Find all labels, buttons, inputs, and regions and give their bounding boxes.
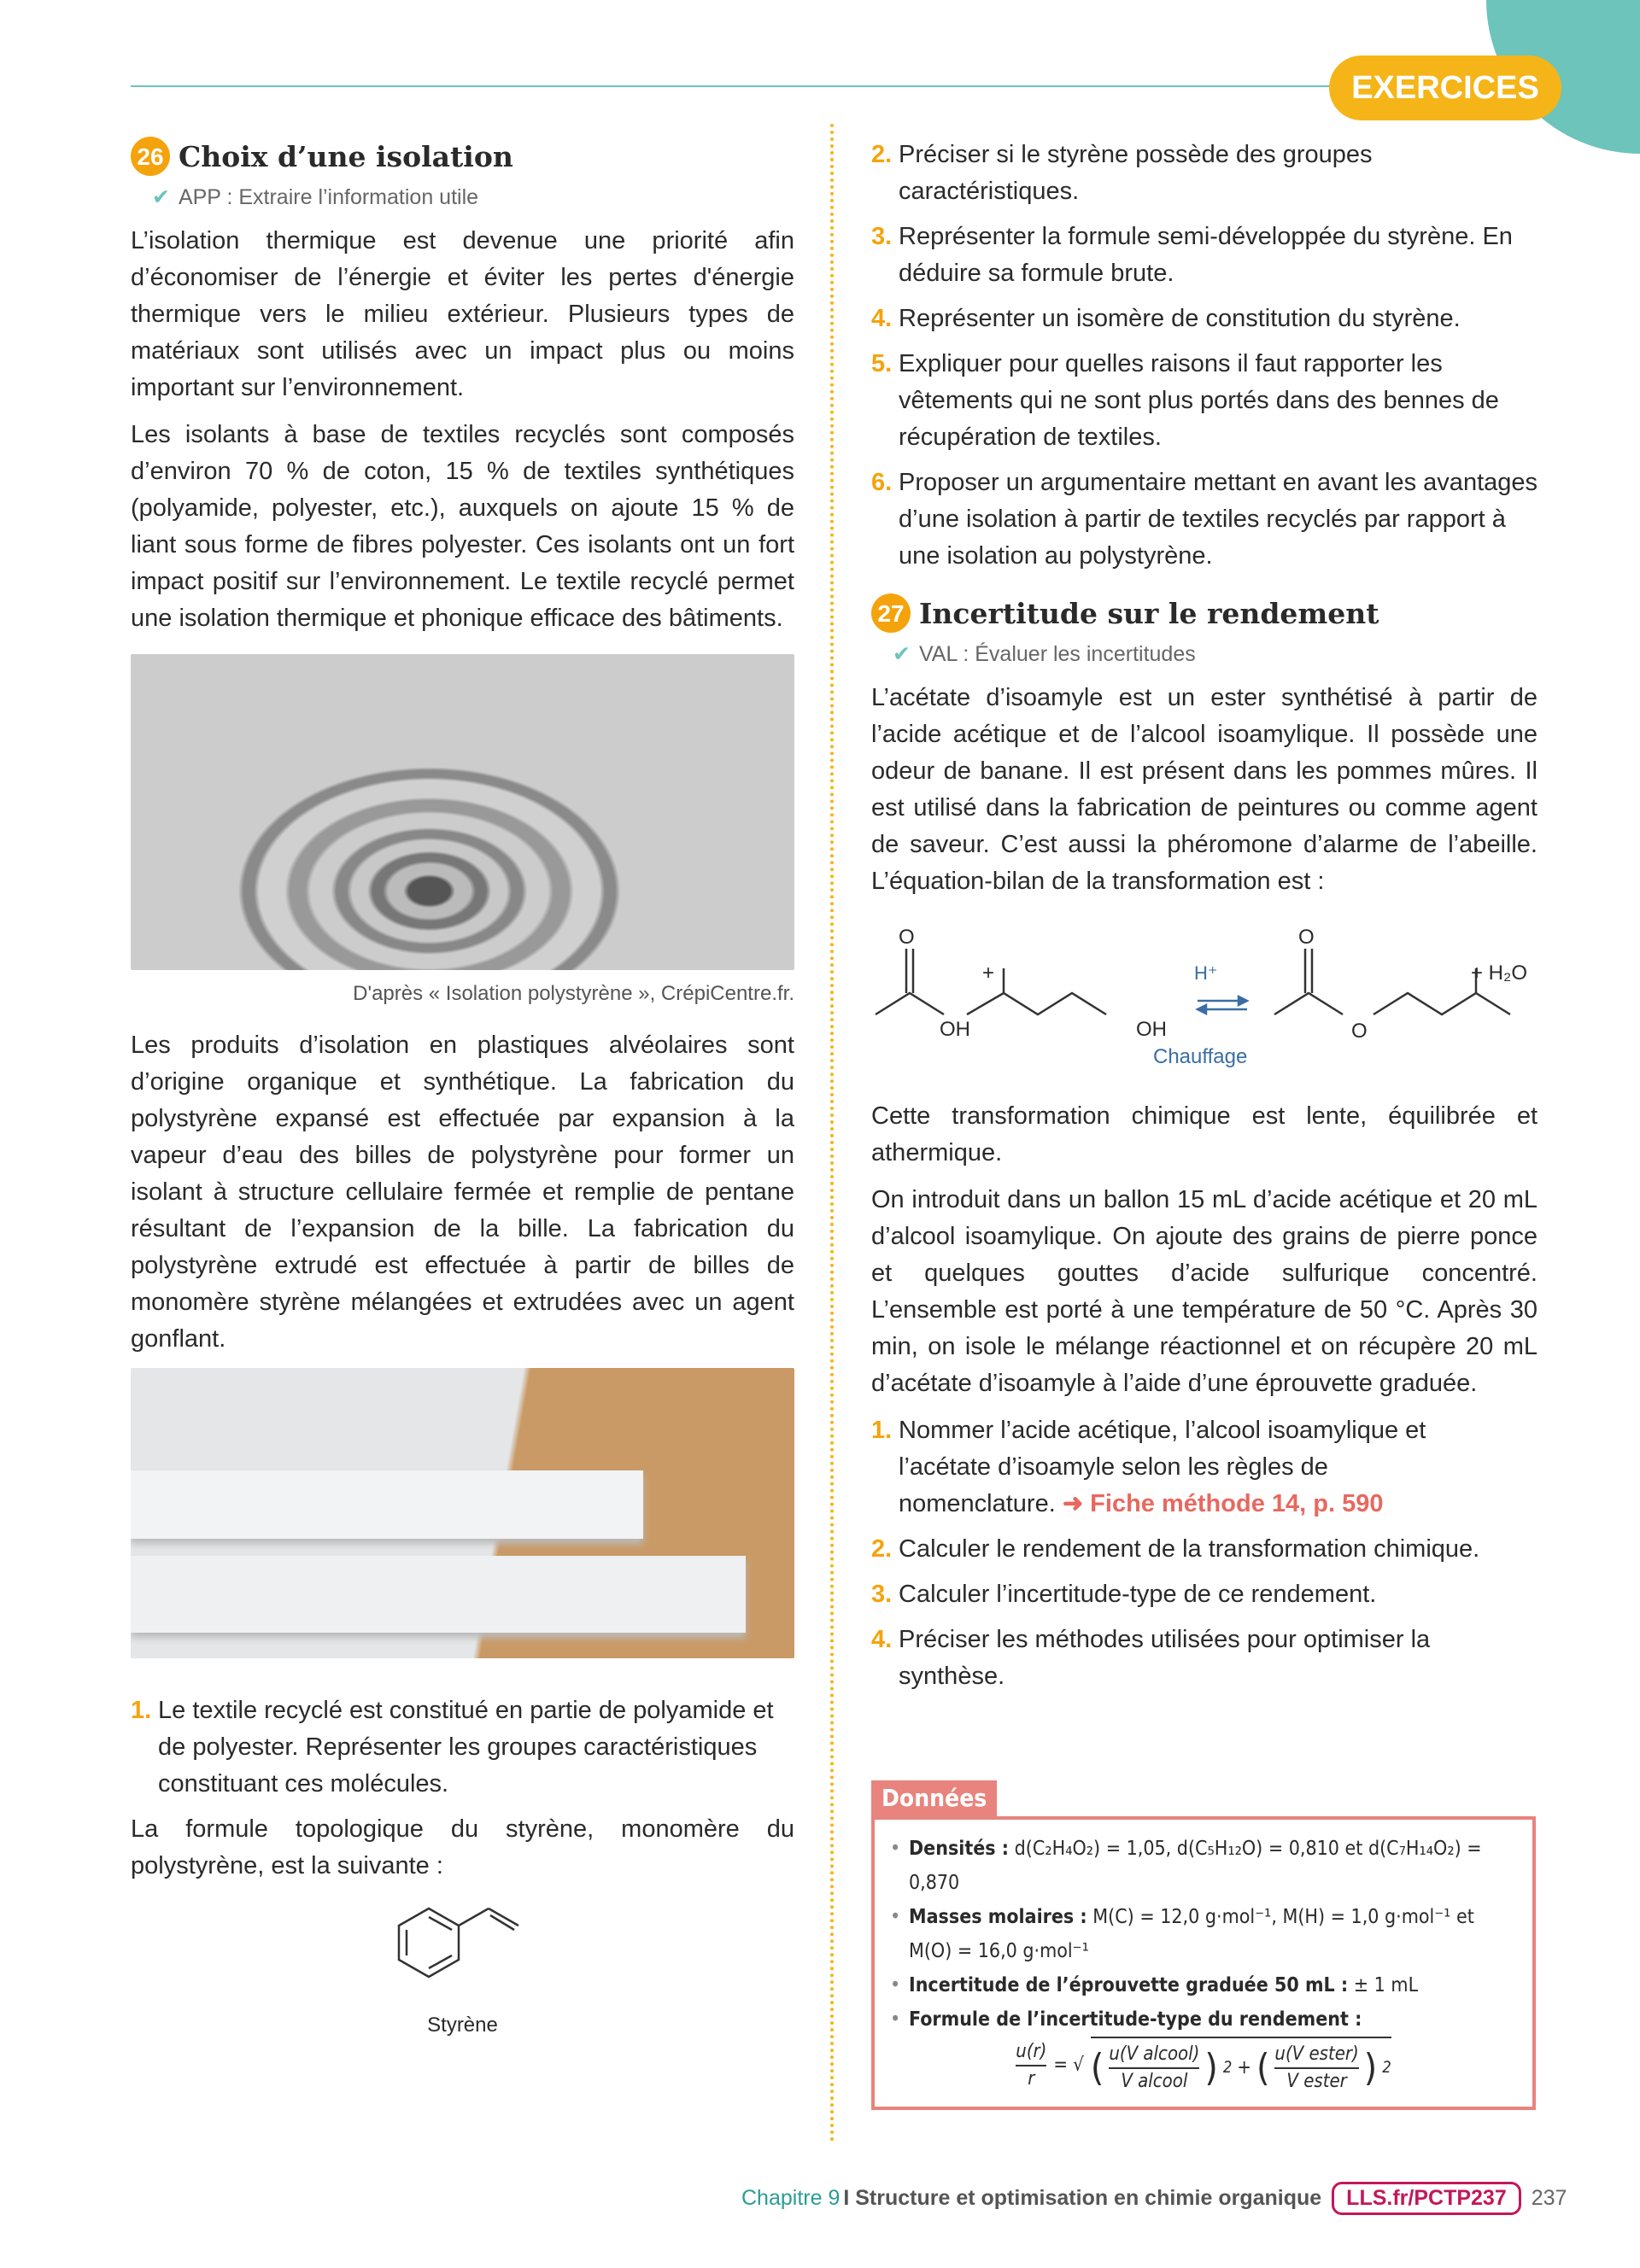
question-number: 3. [871,223,893,250]
header-rule [131,85,1361,87]
item-label: Incertitude de l’éprouvette graduée 50 mL : [909,1974,1349,1996]
item-value: d(C₂H₄O₂) = 1,05, d(C₅H₁₂O) = 0,810 et d(C₇H₁₄O₂) = 0,870 [909,1838,1482,1894]
item-label: Formule de l’incertitude-type du rendement : [909,2008,1362,2031]
reaction-equation [871,910,1538,1081]
skill-line [893,636,1538,673]
paragraph: L’isolation thermique est devenue une priorité afin d’économiser de l’énergie et éviter les pertes d'énergie thermique vers le milieu extérieur. Plusieurs types de matériaux sont utilisés avec un impact plus ou moins important sur l’environnement. [131,227,794,401]
donnees-tab: Données [871,1780,997,1816]
plus-sign: + [1237,2057,1251,2078]
question-4 [871,1622,1538,1695]
styrene-structure [131,1902,794,2043]
equals-sign: = √ [1053,2055,1084,2076]
question-2 [871,137,1538,210]
question-1 [131,1692,794,1803]
donnees-box [871,1780,1536,2110]
paragraph: On introduit dans un ballon 15 mL d’acide acétique et 20 mL d’alcool isoamylique. On ajoute des grains de pierre ponce et quelques gouttes d’acide sulfurique concentré. L’ensemble est porté à une température de 50 °C. Après 30 min, on isole le mélange réactionnel et on récupère 20 mL d’acétate d’isoamyle à l’aide d’une éprouvette graduée. [871,1186,1538,1397]
paren: ( [1090,2046,1104,2090]
hydroxyl-label: OH [1136,1018,1167,1041]
polystyrene-photo [131,1368,794,1658]
question-text: Préciser si le styrène possède des groupes caractéristiques. [899,141,1373,205]
question-number: 2. [871,1535,893,1563]
question-number: 1. [131,1697,152,1724]
paren: ) [1363,2046,1378,2090]
exercise-title [131,137,794,176]
masses-item [890,1900,1517,1968]
check-icon: ✔ [893,642,911,666]
paragraph: L’acétate d’isoamyle est un ester synthétisé à partir de l’acide acétique et de l’alcool isoamylique. Il possède une odeur de banane. Il est présent dans les pommes mûres. Il est utilisé dans la fabrication de peintures ou comme agent de saveur. C’est aussi la phéromone d’alarme de l’abeille. L’équation-bilan de la transformation est : [871,684,1538,895]
item-value: ± 1 mL [1353,1974,1419,1996]
exercise-number: 26 [131,137,170,176]
question-number: 4. [871,1626,893,1653]
formule-item [890,2002,1517,2037]
chapter-title: I Structure et optimisation en chimie organique [843,2186,1322,2210]
oxygen-label: O [1298,926,1315,949]
styrene-label: Styrène [427,2014,498,2037]
question-text: Nommer l’acide acétique, l’alcool isoamylique et l’acétate d’isoamyle selon les règles de nomenclature. [899,1417,1426,1517]
question-text: Le textile recyclé est constitué en partie de polyamide et de polyester. Représenter les groupes caractéristiques constituant ces molécules. [158,1697,774,1797]
paragraph: Les produits d’isolation en plastiques alvéolaires sont d’origine organique et synthétique. La fabrication du polystyrène expansé est effectuée par expansion à la vapeur d’eau des billes de polystyrène pour former un isolant à structure cellulaire fermée et remplie de pentane résultant de l’expansion de la bille. La fabrication du polystyrène extrudé est effectuée à partir de billes de monomère styrène mélangées et extrudées avec un agent gonflant. [131,1032,794,1353]
exercise-26 [131,137,794,2043]
question-text: Représenter la formule semi-développée du styrène. En déduire sa formule brute. [899,223,1513,287]
fiche-methode-link[interactable]: ➜ Fiche méthode 14, p. 590 [1062,1490,1384,1517]
formula-part: V alcool [1121,2071,1188,2092]
item-value: M(C) = 12,0 g·mol⁻¹, M(H) = 1,0 g·mol⁻¹ et M(O) = 16,0 g·mol⁻¹ [909,1906,1474,1962]
title-text: Choix d’une isolation [179,139,513,173]
lls-link[interactable]: LLS.fr/PCTP237 [1332,2182,1521,2215]
question-text: Calculer le rendement de la transformation chimique. [899,1535,1480,1563]
question-5 [871,346,1538,456]
plus-sign: + [982,962,995,985]
question-text: Préciser les méthodes utilisées pour optimiser la synthèse. [899,1626,1431,1690]
densites-item [890,1832,1517,1900]
paren: ( [1256,2046,1270,2090]
hydroxyl-label: OH [940,1018,970,1041]
textile-insulation-photo [131,654,794,970]
page-number: 237 [1531,2186,1567,2210]
incertitude-item [890,1968,1517,2002]
question-number: 3. [871,1581,893,1608]
item-label: Densités : [909,1838,1010,1860]
question-3 [871,1576,1538,1613]
formula-part: r [1028,2068,1035,2090]
question-number: 4. [871,305,893,332]
question-4 [871,301,1538,337]
oxygen-label: O [899,926,915,949]
title-text: Incertitude sur le rendement [919,596,1379,630]
question-3 [871,219,1538,292]
formula-part: u(V ester) [1274,2042,1358,2069]
page-footer [741,2182,1567,2215]
column-divider [830,124,834,2143]
paragraph: Cette transformation chimique est lente, équilibrée et athermique. [871,1102,1538,1166]
right-column [871,137,1538,1704]
styrene-molecule-icon [386,1902,540,1996]
exponent: 2 [1382,2059,1391,2077]
question-text: Calculer l’incertitude-type de ce rendement. [899,1581,1377,1608]
formula-part: u(V alcool) [1109,2042,1199,2069]
exponent: 2 [1222,2059,1233,2077]
question-number: 1. [871,1417,893,1444]
question-2 [871,1531,1538,1568]
paragraph: Les isolants à base de textiles recyclés sont composés d’environ 70 % de coton, 15 % de textiles synthétiques (polyamide, polyester, etc.), auxquels on ajoute 15 % de liant sous forme de fibres polyester. Ces isolants ont un fort impact positif sur l’environnement. Le textile recyclé permet une isolation thermique et phonique efficace des bâtiments. [131,421,794,632]
skill-line [152,179,794,216]
item-label: Masses molaires : [909,1906,1087,1928]
paragraph: La formule topologique du styrène, monomère du polystyrène, est la suivante : [131,1815,794,1879]
exercise-title [871,593,1538,633]
question-text: Expliquer pour quelles raisons il faut rapporter les vêtements qui ne sont plus portés dans des bennes de récupération de textiles. [899,350,1499,451]
donnees-list [871,1816,1536,2110]
skill-text: VAL : Évaluer les incertitudes [918,642,1196,666]
catalyst-label: H⁺ [1194,962,1218,984]
formula-part: V ester [1286,2071,1347,2092]
formula-part: u(r) [1016,2039,1046,2066]
photo-caption: D'après « Isolation polystyrène », CrépiCentre.fr. [353,982,794,1005]
question-6 [871,465,1538,575]
question-1 [871,1412,1538,1523]
paren: ) [1204,2046,1218,2090]
check-icon: ✔ [152,185,170,209]
ester-oxygen-label: O [1351,1020,1368,1043]
chapter-label: Chapitre 9 [741,2186,840,2210]
condition-label: Chauffage [1153,1045,1248,1068]
question-number: 6. [871,469,893,496]
question-number: 2. [871,141,893,168]
question-text: Proposer un argumentaire mettant en avant les avantages d’une isolation à partir de textiles recyclés par rapport à une isolation au polystyrène. [899,469,1538,570]
exercices-badge: EXERCICES [1329,56,1561,120]
uncertainty-formula [890,2037,1517,2095]
question-text: Représenter un isomère de constitution du styrène. [899,305,1461,332]
exercise-number: 27 [871,593,911,633]
water-label: + H₂O [1471,962,1527,985]
skill-text: APP : Extraire l’information utile [178,185,479,209]
question-number: 5. [871,350,893,377]
